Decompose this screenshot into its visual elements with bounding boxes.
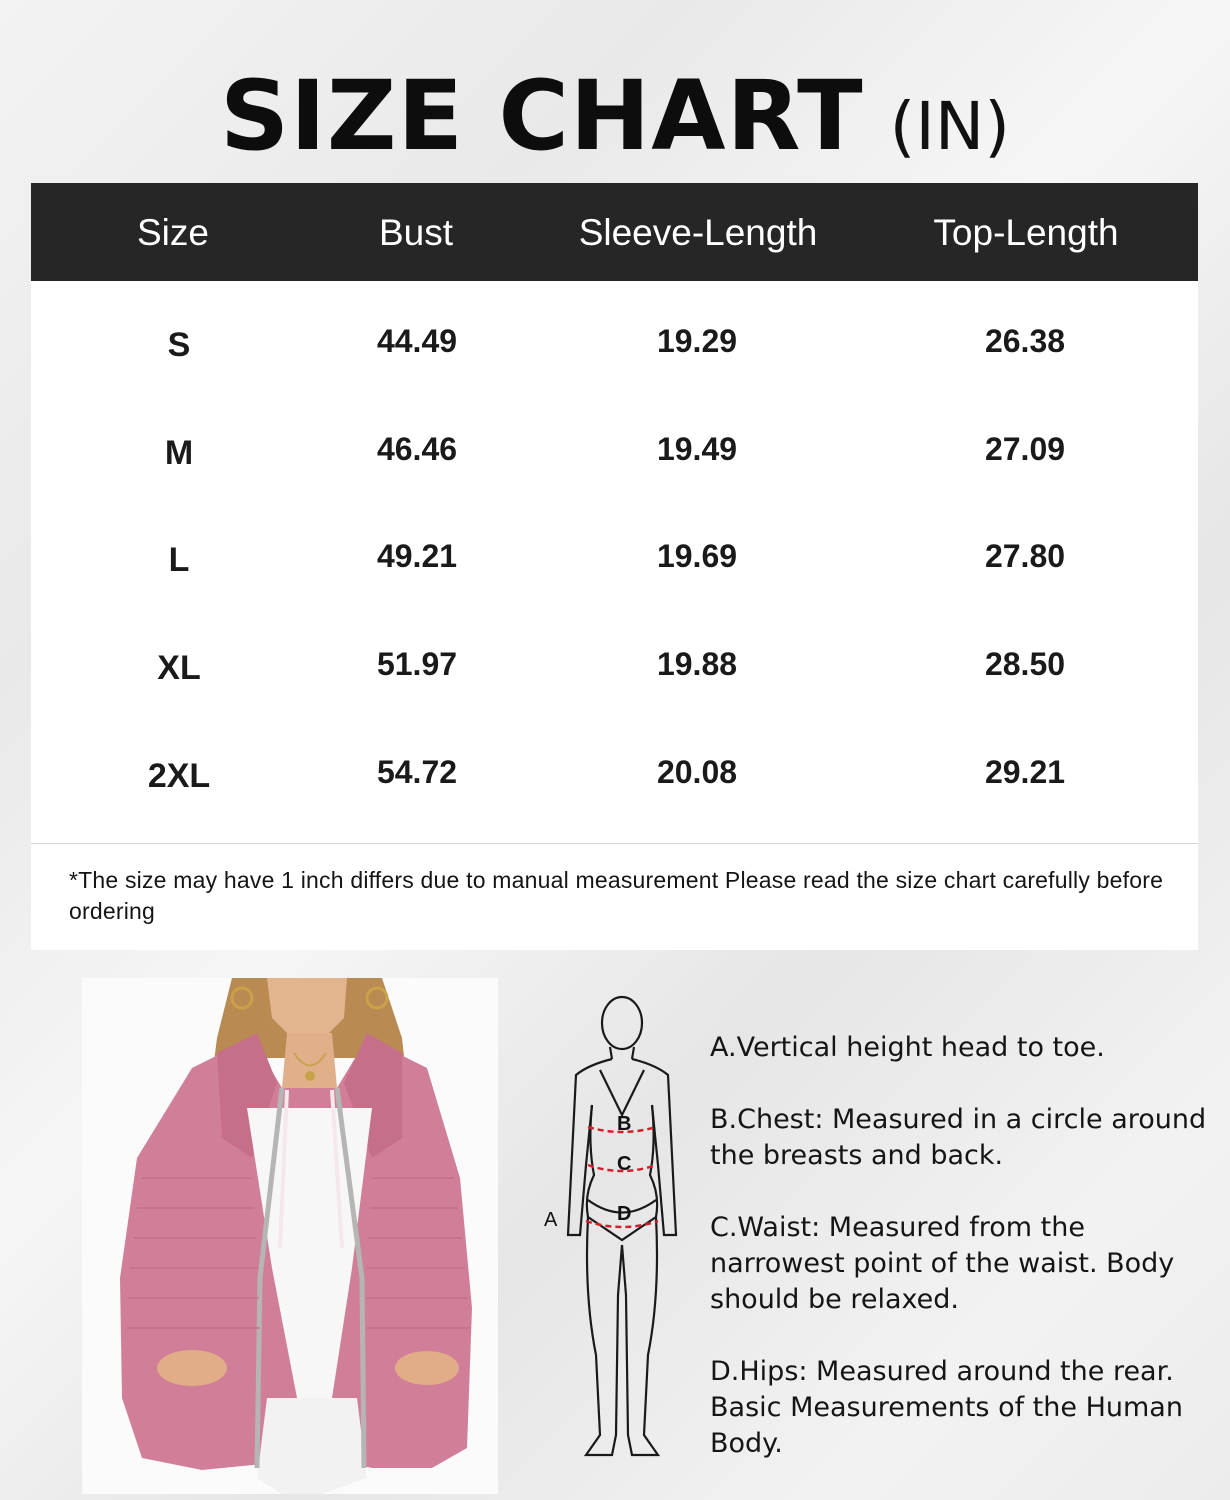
cell-bust: 54.72 — [376, 754, 458, 790]
header-bust: Bust — [378, 212, 454, 253]
cell-sleeve-length: 20.08 — [656, 754, 738, 790]
cell-size: XL — [157, 649, 201, 687]
product-photo — [82, 978, 498, 1494]
body-measurement-diagram — [538, 995, 688, 1475]
size-table — [31, 183, 1198, 950]
cell-top-length: 29.21 — [984, 754, 1066, 790]
definition-c: C.Waist: Measured from the narrowest point of the waist. Body should be relaxed. — [710, 1212, 1175, 1315]
cell-size: M — [164, 434, 194, 472]
table-row — [31, 287, 1198, 395]
measurement-note: *The size may have 1 inch differs due to manual measurement Please read the size chart carefully before ordering — [69, 867, 1164, 924]
cell-bust: 44.49 — [376, 323, 458, 359]
table-header — [31, 183, 1198, 281]
header-top-length: Top-Length — [933, 212, 1119, 253]
cell-top-length: 26.38 — [984, 323, 1066, 359]
cell-size: 2XL — [147, 757, 211, 795]
cell-top-length: 27.80 — [984, 538, 1066, 574]
table-row — [31, 395, 1198, 503]
label-b: B — [617, 1113, 632, 1135]
header-size: Size — [137, 212, 209, 253]
cell-size: S — [167, 326, 191, 364]
cell-sleeve-length: 19.88 — [656, 646, 738, 682]
page-title — [0, 60, 1230, 172]
cell-sleeve-length: 19.49 — [656, 431, 738, 467]
table-divider — [31, 843, 1198, 844]
table-row — [31, 718, 1198, 826]
cell-bust: 51.97 — [376, 646, 458, 682]
label-c: C — [617, 1153, 632, 1175]
cell-bust: 46.46 — [376, 431, 458, 467]
header-sleeve-length: Sleeve-Length — [578, 212, 818, 253]
definition-a: A.Vertical height head to toe. — [710, 1032, 1105, 1063]
hoodie-model-illustration — [82, 978, 498, 1494]
cell-bust: 49.21 — [376, 538, 458, 574]
cell-top-length: 28.50 — [984, 646, 1066, 682]
cell-top-length: 27.09 — [984, 431, 1066, 467]
cell-size: L — [168, 541, 190, 579]
human-body-icon — [538, 995, 688, 1475]
definition-d: D.Hips: Measured around the rear. Basic Measurements of the Human Body. — [710, 1356, 1183, 1459]
definition-b: B.Chest: Measured in a circle around the breasts and back. — [710, 1104, 1207, 1171]
title-unit: (IN) — [889, 88, 1010, 165]
table-row — [31, 502, 1198, 610]
label-a: A — [544, 1209, 558, 1231]
measurement-definitions — [710, 1030, 1210, 1498]
label-d: D — [617, 1203, 632, 1225]
title-main: SIZE CHART — [220, 60, 864, 172]
cell-sleeve-length: 19.29 — [656, 323, 738, 359]
cell-sleeve-length: 19.69 — [656, 538, 738, 574]
table-row — [31, 610, 1198, 718]
